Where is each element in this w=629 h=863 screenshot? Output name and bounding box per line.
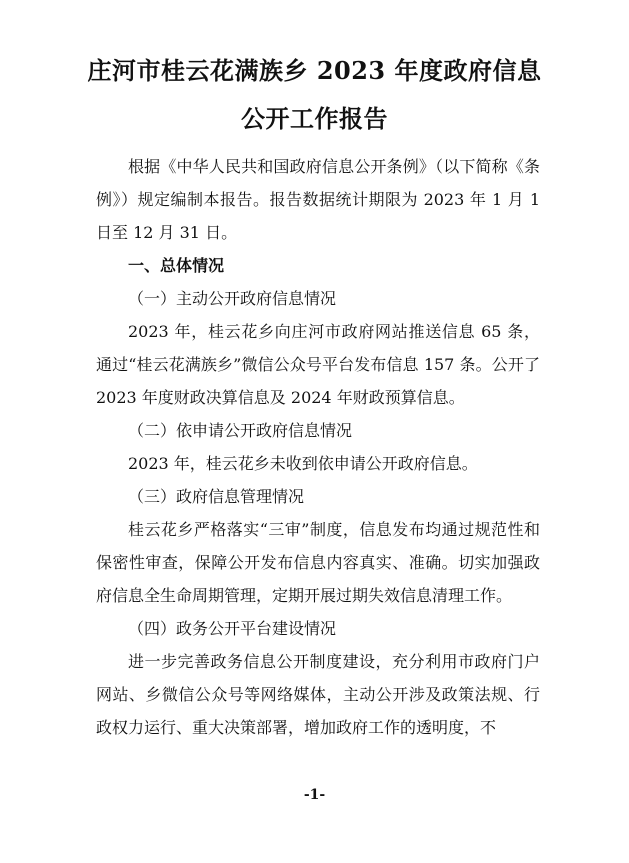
subsection-heading-proactive-disclosure: （一）主动公开政府信息情况 <box>128 289 337 308</box>
subsection-heading-request-disclosure: （二）依申请公开政府信息情况 <box>128 421 353 440</box>
report-body <box>96 150 540 744</box>
page-number: -1- <box>303 787 326 803</box>
intro-paragraph: 根据《中华人民共和国政府信息公开条例》（以下简称《条例》）规定编制本报告。报告数据统计期限为 2023 年 1 月 1 日至 12 月 31 日。 <box>96 157 540 242</box>
proactive-disclosure-paragraph: 2023 年，桂云花乡向庄河市政府网站推送信息 65 条，通过“桂云花满族乡”微信公众号平台发布信息 157 条。公开了 2023 年度财政决算信息及 2024 年财政预算信息。 <box>96 322 540 407</box>
section-heading-overview: 一、总体情况 <box>128 256 225 275</box>
subsection-heading-information-management: （三）政府信息管理情况 <box>128 487 305 506</box>
platform-construction-paragraph: 进一步完善政务信息公开制度建设，充分利用市政府门户网站、乡微信公众号等网络媒体，主动公开涉及政策法规、行政权力运行、重大决策部署，增加政府工作的透明度，不 <box>96 652 540 737</box>
report-title-line-2: 公开工作报告 <box>241 104 388 133</box>
information-management-paragraph: 桂云花乡严格落实“三审”制度，信息发布均通过规范性和保密性审查，保障公开发布信息内容真实、准确。切实加强政府信息全生命周期管理，定期开展过期失效信息清理工作。 <box>96 520 540 605</box>
subsection-heading-platform-construction: （四）政务公开平台建设情况 <box>128 619 337 638</box>
request-disclosure-paragraph: 2023 年，桂云花乡未收到依申请公开政府信息。 <box>128 454 478 473</box>
report-title-line-1: 庄河市桂云花满族乡 2023 年度政府信息 <box>87 56 542 85</box>
